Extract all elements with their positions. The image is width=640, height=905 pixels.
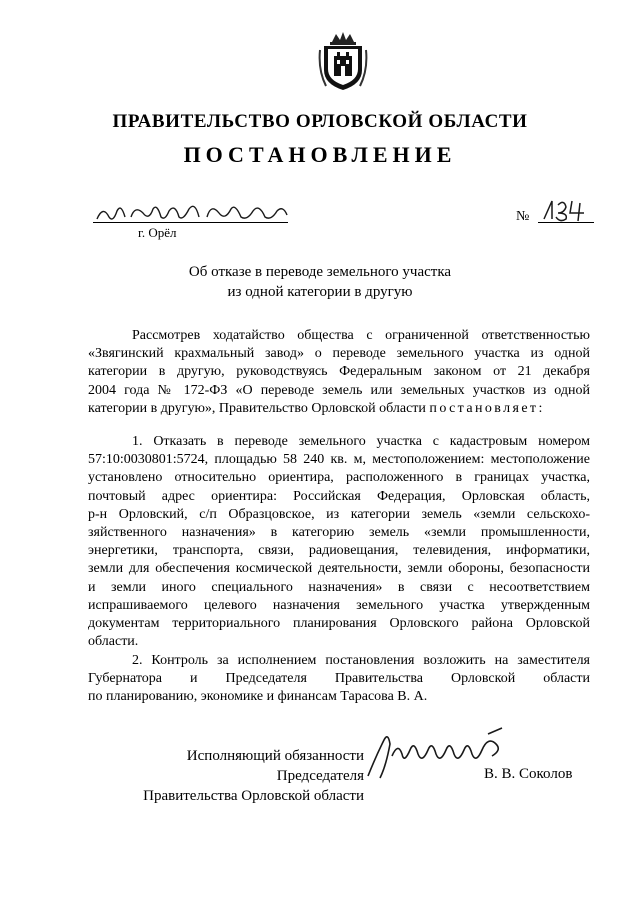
coat-of-arms-emblem bbox=[318, 30, 368, 92]
item-1-line: и земли иного специального назначения» в связи с несоответствием bbox=[88, 579, 590, 595]
item-1-line: испрашиваемого целевого назначения земельного участка утвержденным bbox=[88, 597, 590, 613]
preamble-line: категории в другую, руководствуясь Федеральным законом от 21 декабря bbox=[88, 364, 590, 380]
item-2-paragraph bbox=[88, 652, 590, 707]
preamble-line: Рассмотрев ходатайство общества с ограниченной ответственностью bbox=[132, 328, 590, 343]
item-1-line: установлено относительно ориентира, расположенного в границах участка, bbox=[88, 470, 590, 486]
item-1-line: энергетики, транспорта, связи, радиовещания, телевидения, информатики, bbox=[88, 543, 590, 559]
item-1-line: почтовый адрес ориентира: Российская Федерация, Орловская область, bbox=[88, 488, 590, 504]
signatory-position bbox=[96, 746, 364, 806]
preamble-line bbox=[88, 400, 590, 418]
signatory-name: В. В. Соколов bbox=[484, 766, 573, 782]
document-type-title: ПОСТАНОВЛЕНИЕ bbox=[183, 142, 457, 167]
item-2-line: по планированию, экономике и финансам Тарасова В. А. bbox=[88, 689, 428, 705]
item-1-line: р-н Орловский, с/п Образцовское, из категории земель «земли сельскохо- bbox=[88, 506, 590, 522]
item-1-line: области. bbox=[88, 634, 139, 650]
resolution-keyword: постановляет: bbox=[429, 400, 545, 416]
item-1-line: зяйственного назначения» в категорию земель «земли промышленности, bbox=[88, 524, 590, 540]
number-underline bbox=[538, 222, 594, 223]
preamble-paragraph bbox=[88, 327, 590, 418]
item-1-paragraph bbox=[88, 433, 590, 651]
item-2-line: Губернатора и Председателя Правительства Орловской области bbox=[88, 671, 590, 687]
preamble-last-line-text: категории в другую», Правительство Орловской области bbox=[88, 400, 430, 416]
government-title: ПРАВИТЕЛЬСТВО ОРЛОВСКОЙ ОБЛАСТИ bbox=[112, 111, 528, 132]
handwritten-number bbox=[540, 197, 588, 223]
preamble-line: «Звягинский крахмальный завод» о переводе земельного участка из одной bbox=[88, 346, 590, 362]
document-subject bbox=[0, 262, 640, 302]
subject-line-2: из одной категории в другую bbox=[227, 284, 413, 300]
number-sign: № bbox=[516, 209, 530, 224]
city-label: г. Орёл bbox=[138, 225, 177, 240]
item-1-line: документам территориального планирования Орловского района Орловской bbox=[88, 615, 590, 631]
signatory-position-line-2: Правительства Орловской области bbox=[143, 788, 364, 804]
preamble-line: 2004 года № 172-ФЗ «О переводе земель или земельных участков из одной bbox=[88, 382, 590, 398]
item-1-line: 57:10:0030801:5724, площадью 58 240 кв. м, местоположением: местоположение bbox=[88, 452, 590, 468]
item-1-line: 1. Отказать в переводе земельного участка с кадастровым номером bbox=[132, 434, 590, 449]
signatory-position-line-1: Исполняющий обязанности Председателя bbox=[186, 748, 364, 784]
date-underline bbox=[93, 222, 288, 223]
item-1-line: земли для обеспечения космической деятельности, земли обороны, безопасности bbox=[88, 561, 590, 577]
item-2-line: 2. Контроль за исполнением постановления возложить на заместителя bbox=[132, 653, 590, 668]
subject-line-1: Об отказе в переводе земельного участка bbox=[188, 264, 452, 280]
